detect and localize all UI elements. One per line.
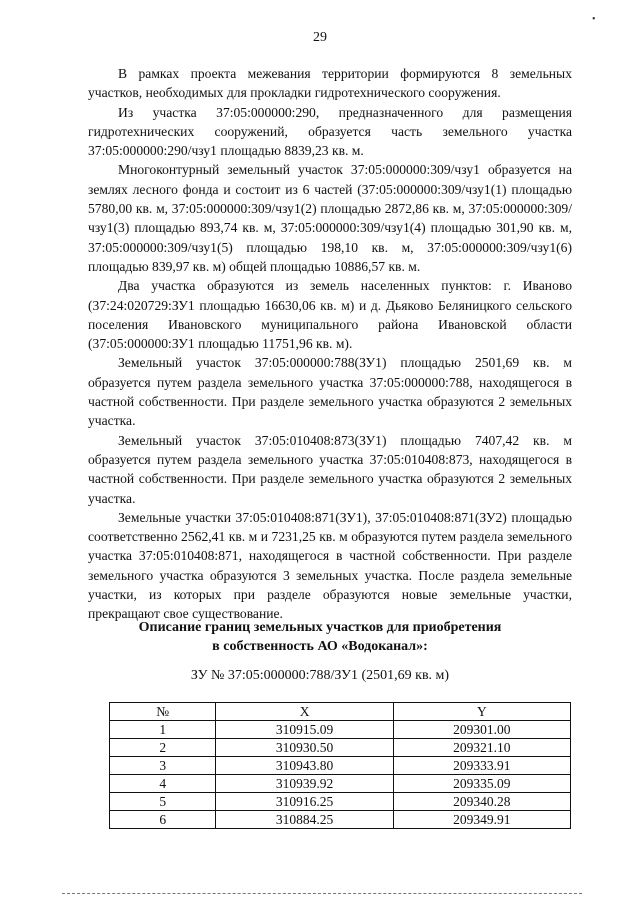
table-header-row — [110, 703, 571, 721]
cell-x: 310930.50 — [216, 739, 393, 757]
section-heading — [0, 618, 640, 656]
body-text — [88, 64, 572, 624]
table-row — [110, 811, 571, 829]
cell-y: 209340.28 — [393, 793, 570, 811]
paragraph: Земельные участки 37:05:010408:871(ЗУ1), 37:05:010408:871(ЗУ2) площадью соответственно 2562,41 кв. м и 7231,25 кв. м образуются путем раздела земельного участка 37:05:010408:871, находящегося в частной собственности. При разделе земельного участка образуются 3 земельных участка. После раздела земельные участки, из которых при разделе образуются новые земельные участки, прекращают свое существование. — [88, 509, 572, 622]
paragraph: Два участка образуются из земель населенных пунктов: г. Иваново (37:24:020729:ЗУ1 площадью 16630,06 кв. м) и д. Дьяково Беляницкого сельского поселения Ивановского муниципального района Ивановской области (37:05:000000:ЗУ1 площадью 11751,96 кв. м). — [88, 278, 572, 352]
cell-number: 5 — [110, 793, 216, 811]
paragraph: Земельный участок 37:05:000000:788(ЗУ1) площадью 2501,69 кв. м образуется путем раздела земельного участка 37:05:000000:788, находящегося в частной собственности. При разделе земельного участка образуются 2 земельных участка. — [88, 355, 572, 429]
cell-number: 4 — [110, 775, 216, 793]
cell-x: 310939.92 — [216, 775, 393, 793]
header-x: X — [216, 703, 393, 721]
paragraph: Многоконтурный земельный участок 37:05:000000:309/чзу1 образуется на землях лесного фонда и состоит из 6 частей (37:05:000000:309/чзу1(1) площадью 5780,00 кв. м, 37:05:000000:309/чзу1(2) площадью 2872,86 кв. м, 37:05:000000:309/чзу1(3) площадью 893,74 кв. м, 37:05:000000:309/чзу1(4) площадью 301,90 кв. м, 37:05:000000:309/чзу1(5) площадью 198,10 кв. м, 37:05:000000:309/чзу1(6) площадью 839,97 кв. м) общей площадью 10886,57 кв. м. — [88, 162, 572, 274]
table-row — [110, 775, 571, 793]
page-number: 29 — [313, 30, 327, 45]
cell-y: 209349.91 — [393, 811, 570, 829]
cell-x: 310884.25 — [216, 811, 393, 829]
heading-line-1: Описание границ земельных участков для приобретения — [138, 620, 502, 635]
scan-mark: • — [592, 14, 596, 25]
cell-x: 310915.09 — [216, 721, 393, 739]
header-number: № — [110, 703, 216, 721]
table-row — [110, 757, 571, 775]
cell-number: 6 — [110, 811, 216, 829]
cell-y: 209333.91 — [393, 757, 570, 775]
scan-artifact-line — [62, 893, 582, 894]
cell-number: 2 — [110, 739, 216, 757]
plot-subheading: ЗУ № 37:05:000000:788/ЗУ1 (2501,69 кв. м) — [190, 668, 450, 683]
cell-y: 209321.10 — [393, 739, 570, 757]
cell-number: 3 — [110, 757, 216, 775]
cell-number: 1 — [110, 721, 216, 739]
table-row — [110, 793, 571, 811]
cell-x: 310943.80 — [216, 757, 393, 775]
table-row — [110, 721, 571, 739]
coordinates-table — [109, 702, 571, 829]
cell-x: 310916.25 — [216, 793, 393, 811]
cell-y: 209335.09 — [393, 775, 570, 793]
paragraph: Из участка 37:05:000000:290, предназначенного для размещения гидротехнических сооружений, образуется часть земельного участка 37:05:000000:290/чзу1 площадью 8839,23 кв. м. — [88, 104, 572, 159]
heading-line-2: в собственность АО «Водоканал»: — [212, 639, 428, 654]
header-y: Y — [393, 703, 570, 721]
paragraph: Земельный участок 37:05:010408:873(ЗУ1) площадью 7407,42 кв. м образуется путем раздела земельного участка 37:05:010408:873, находящегося в частной собственности. При разделе земельного участка образуются 2 земельных участка. — [88, 432, 572, 506]
paragraph: В рамках проекта межевания территории формируются 8 земельных участков, необходимых для прокладки гидротехнического сооружения. — [88, 66, 572, 101]
cell-y: 209301.00 — [393, 721, 570, 739]
table-row — [110, 739, 571, 757]
